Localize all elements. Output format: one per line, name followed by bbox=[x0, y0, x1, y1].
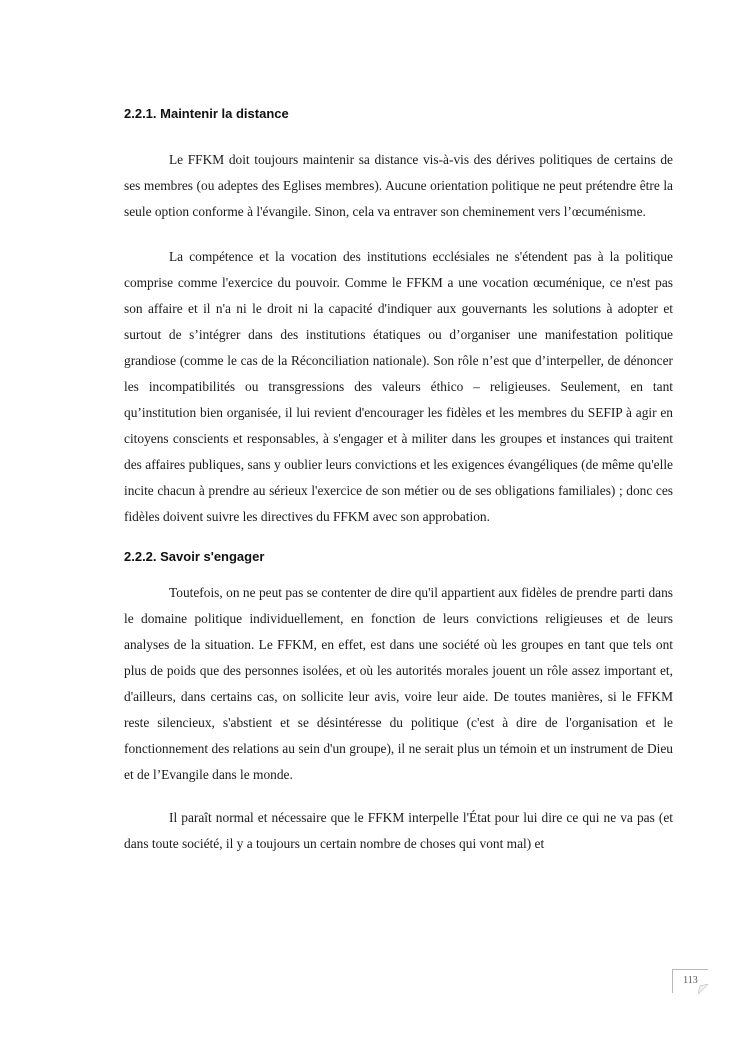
page-curl-icon bbox=[698, 984, 708, 994]
paragraph: La compétence et la vocation des institutions ecclésiales ne s'étendent pas à la politique comprise comme l'exercice du pouvoir. Comme le FFKM a une vocation œcuménique, ce n'est pas son affaire et il n'a ni le droit ni la capacité d'indiquer aux gouvernants les solutions à adopter et surtout de s’intégrer dans des institutions étatiques ou d’organiser une manifestation politique grandiose (comme le cas de la Réconciliation nationale). Son rôle n’est que d’interpeller, de dénoncer les incompatibilités ou transgressions des valeurs éthico – religieuses. Seulement, en tant qu’institution bien organisée, il lui revient d'encourager les fidèles et les membres du SEFIP à agir en citoyens conscients et responsables, à s'engager et à militer dans les groupes et instances qui traitent des affaires publiques, sans y oublier leurs convictions et les exigences évangéliques (de même qu'elle incite chacun à prendre au sérieux l'exercice de son métier ou de ses obligations familiales) ; donc ces fidèles doivent suivre les directives du FFKM avec son approbation. bbox=[124, 249, 673, 524]
paragraph: Toutefois, on ne peut pas se contenter de dire qu'il appartient aux fidèles de prendre parti dans le domaine politique individuellement, en fonction de leurs convictions religieuses et de leurs analyses de la situation. Le FFKM, en effet, est dans une société où les groupes en tant que tels ont plus de poids que des personnes isolées, et où les autorités morales jouent un rôle assez important et, d'ailleurs, dans certains cas, on sollicite leur avis, voire leur aide. De toutes manières, si le FFKM reste silencieux, s'abstient et se désintéresse du politique (c'est à dire de l'organisation et le fonctionnement des relations au sein d'un groupe), il ne serait plus un témoin et un instrument de Dieu et de l’Evangile dans le monde. bbox=[124, 585, 673, 782]
section-heading-savoir: 2.2.2. Savoir s'engager bbox=[124, 549, 265, 564]
page-number: 113 bbox=[672, 969, 708, 993]
paragraph: Il paraît normal et nécessaire que le FFKM interpelle l'État pour lui dire ce qui ne va pas (et dans toute société, il y a toujours un certain nombre de choses qui vont mal) et bbox=[124, 810, 673, 851]
paragraph: Le FFKM doit toujours maintenir sa distance vis-à-vis des dérives politiques de certains de ses membres (ou adeptes des Eglises membres). Aucune orientation politique ne peut prétendre être la seule option conforme à l'évangile. Sinon, cela va entraver son cheminement vers l’œcuménisme. bbox=[124, 152, 673, 219]
page-content bbox=[124, 103, 673, 857]
section-heading-maintenir: 2.2.1. Maintenir la distance bbox=[124, 106, 289, 121]
